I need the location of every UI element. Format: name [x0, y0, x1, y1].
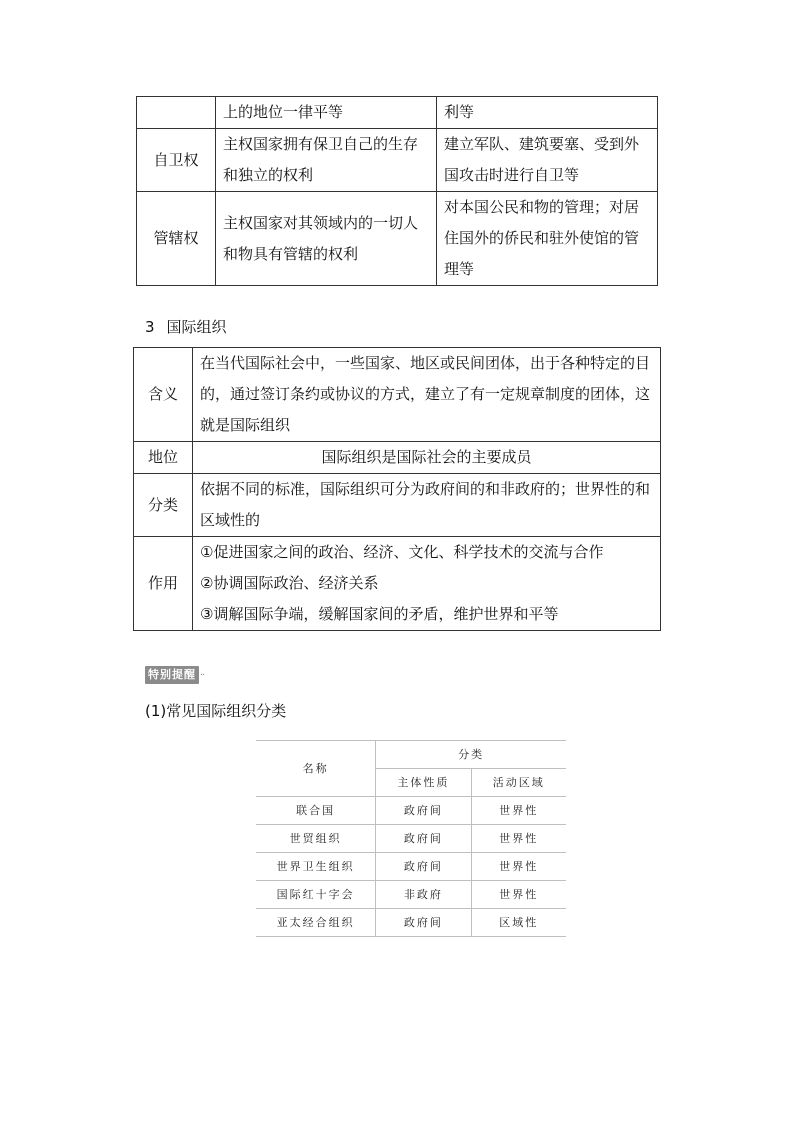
org-name: 国际红十字会	[256, 881, 376, 909]
org-nature: 政府间	[376, 797, 471, 825]
table-row	[134, 442, 661, 474]
org-name: 联合国	[256, 797, 376, 825]
table-row	[137, 192, 658, 286]
right-content: 主权国家对其领域内的一切人和物具有管辖的权利	[216, 192, 437, 286]
table-row	[137, 129, 658, 192]
badge-tail-icon: ··	[200, 669, 205, 681]
header-nature: 主体性质	[376, 769, 471, 797]
org-nature: 政府间	[376, 909, 471, 937]
table-row	[256, 909, 566, 937]
org-name: 世界卫生组织	[256, 853, 376, 881]
header-class: 分类	[376, 741, 566, 769]
classification-table	[256, 740, 566, 937]
table-row	[134, 474, 661, 537]
row-text: 国际组织是国际社会的主要成员	[193, 442, 661, 474]
right-content: 主权国家拥有保卫自己的生存和独立的权利	[216, 129, 437, 192]
row-label: 作用	[134, 537, 193, 631]
table-row	[256, 881, 566, 909]
role-item: ①促进国家之间的政治、经济、文化、科学技术的交流与合作	[200, 543, 604, 561]
row-label: 地位	[134, 442, 193, 474]
tip-heading: (1)常见国际组织分类	[145, 702, 287, 720]
right-name	[137, 97, 216, 129]
table-row	[256, 825, 566, 853]
table-row	[134, 348, 661, 442]
rights-table	[136, 96, 658, 286]
org-nature: 政府间	[376, 825, 471, 853]
org-area: 世界性	[471, 853, 566, 881]
row-label: 分类	[134, 474, 193, 537]
row-text: 在当代国际社会中，一些国家、地区或民间团体，出于各种特定的目的，通过签订条约或协议的方式，建立了有一定规章制度的团体，这就是国际组织	[193, 348, 661, 442]
row-label: 含义	[134, 348, 193, 442]
tip-badge	[145, 666, 204, 684]
role-item: ③调解国际争端，缓解国家间的矛盾，维护世界和平等	[200, 605, 559, 623]
row-text: 依据不同的标准，国际组织可分为政府间的和非政府的；世界性的和区域性的	[193, 474, 661, 537]
right-example: 对本国公民和物的管理；对居住国外的侨民和驻外使馆的管理等	[437, 192, 658, 286]
table-row	[256, 797, 566, 825]
org-area: 世界性	[471, 881, 566, 909]
org-area: 世界性	[471, 797, 566, 825]
table-row	[256, 853, 566, 881]
section-number: 3	[145, 318, 155, 336]
table-header-row	[256, 741, 566, 769]
org-nature: 非政府	[376, 881, 471, 909]
right-content: 上的地位一律平等	[216, 97, 437, 129]
right-name: 自卫权	[137, 129, 216, 192]
section-title: 国际组织	[166, 318, 227, 336]
role-item: ②协调国际政治、经济关系	[200, 574, 379, 592]
org-area: 世界性	[471, 825, 566, 853]
right-example: 建立军队、建筑要塞、受到外国攻击时进行自卫等	[437, 129, 658, 192]
org-nature: 政府间	[376, 853, 471, 881]
tip-badge-label: 特别提醒	[145, 666, 199, 684]
header-name: 名称	[256, 741, 376, 797]
org-table	[133, 347, 661, 631]
table-row	[134, 537, 661, 631]
right-name: 管辖权	[137, 192, 216, 286]
header-area: 活动区域	[471, 769, 566, 797]
section-heading	[145, 316, 227, 337]
org-name: 亚太经合组织	[256, 909, 376, 937]
table-row	[137, 97, 658, 129]
right-example: 利等	[437, 97, 658, 129]
row-text	[193, 537, 661, 631]
org-area: 区域性	[471, 909, 566, 937]
org-name: 世贸组织	[256, 825, 376, 853]
